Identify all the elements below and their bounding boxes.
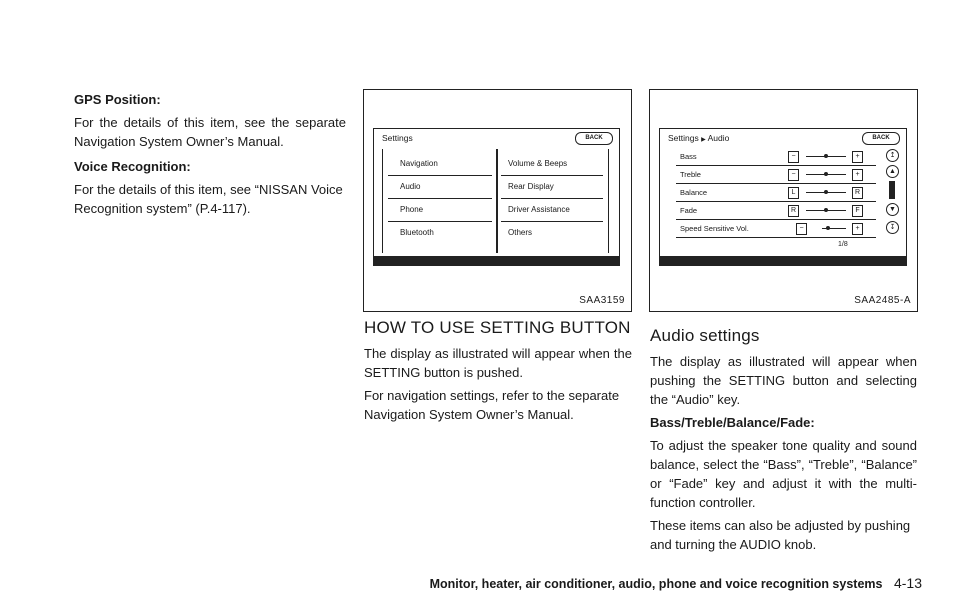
row-divider	[501, 198, 603, 199]
left-panel-frame	[382, 149, 383, 253]
gps-text: For the details of this item, see the separate Navigation System Owner’s Manual.	[74, 115, 346, 149]
level-slider[interactable]	[806, 174, 846, 175]
decrease-button[interactable]: −	[788, 169, 799, 181]
voice-heading: Voice Recognition:	[74, 159, 191, 174]
page-footer	[430, 575, 922, 591]
increase-button[interactable]: +	[852, 151, 863, 163]
middle-column	[364, 318, 632, 428]
center-divider	[496, 149, 498, 253]
left-button[interactable]: L	[788, 187, 799, 199]
audio-row-fade[interactable]	[676, 203, 876, 220]
menu-item-volume-beeps[interactable]: Volume & Beeps	[508, 159, 568, 168]
level-slider[interactable]	[806, 210, 846, 211]
row-divider	[388, 175, 492, 176]
slider-marker[interactable]	[824, 190, 828, 194]
slider-marker[interactable]	[824, 208, 828, 212]
increase-button[interactable]: +	[852, 169, 863, 181]
row-divider	[388, 221, 492, 222]
audio-row-treble[interactable]	[676, 167, 876, 184]
row-label: Bass	[680, 152, 697, 161]
level-slider[interactable]	[822, 228, 846, 229]
audio-row-balance[interactable]	[676, 185, 876, 202]
row-label: Treble	[680, 170, 701, 179]
back-button[interactable]: BACK	[862, 132, 900, 145]
rear-button[interactable]: R	[788, 205, 799, 217]
menu-item-bluetooth[interactable]: Bluetooth	[400, 228, 434, 237]
row-divider	[501, 175, 603, 176]
row-label: Speed Sensitive Vol.	[680, 224, 749, 233]
decrease-button[interactable]: −	[796, 223, 807, 235]
page-number: 4-13	[893, 575, 922, 591]
right-button[interactable]: R	[852, 187, 863, 199]
audio-row-speed-sensitive-vol[interactable]	[676, 221, 876, 238]
audio-settings-text-3: These items can also be adjusted by pushing and turning the AUDIO knob.	[650, 518, 911, 552]
level-slider[interactable]	[806, 192, 846, 193]
screen-bottom-bar	[660, 256, 906, 265]
menu-item-navigation[interactable]: Navigation	[400, 159, 438, 168]
increase-button[interactable]: +	[852, 223, 863, 235]
front-button[interactable]: F	[852, 205, 863, 217]
breadcrumb-arrow-icon: ▶	[701, 137, 706, 143]
bass-treble-heading: Bass/Treble/Balance/Fade:	[650, 415, 815, 430]
screen-bottom-bar	[374, 256, 619, 265]
menu-item-audio[interactable]: Audio	[400, 182, 421, 191]
slider-marker[interactable]	[826, 226, 830, 230]
slider-marker[interactable]	[824, 154, 828, 158]
setting-button-text-2: For navigation settings, refer to the separate Navigation System Owner’s Manual.	[364, 388, 620, 422]
settings-screen	[373, 128, 620, 266]
menu-item-rear-display[interactable]: Rear Display	[508, 182, 554, 191]
audio-settings-text-1: The display as illustrated will appear when pushing the SETTING button and selecting the “Audio” key.	[650, 354, 917, 407]
setting-button-text-1: The display as illustrated will appear when the SETTING button is pushed.	[364, 346, 632, 380]
scroll-top-icon[interactable]: ↥	[886, 149, 899, 162]
footer-section-title: Monitor, heater, air conditioner, audio, phone and voice recognition systems	[429, 577, 883, 591]
level-slider[interactable]	[806, 156, 846, 157]
page-indicator: 1/8	[838, 241, 848, 248]
screen-title-audio: Audio	[707, 133, 730, 143]
voice-text: For the details of this item, see “NISSAN Voice Recognition system” (P.4-117).	[74, 182, 343, 216]
right-column	[650, 326, 917, 558]
audio-settings-screen	[659, 128, 907, 266]
menu-item-phone[interactable]: Phone	[400, 205, 424, 214]
left-column	[74, 90, 346, 222]
gps-heading: GPS Position:	[74, 92, 161, 107]
figure-audio-settings	[649, 89, 918, 312]
audio-row-bass[interactable]	[676, 149, 876, 166]
back-button[interactable]: BACK	[575, 132, 613, 145]
scrollbar-thumb[interactable]	[889, 181, 895, 199]
row-label: Fade	[680, 206, 698, 215]
figure-code: SAA2485-A	[854, 295, 911, 306]
screen-title: Settings	[382, 133, 413, 143]
section-title-setting-button: HOW TO USE SETTING BUTTON	[364, 318, 631, 337]
audio-settings-text-2: To adjust the speaker tone quality and sound balance, select the “Bass”, “Treble”, “Balance” or “Fade” key and adjust it with the multi-function controller.	[650, 438, 917, 510]
row-label: Balance	[680, 188, 708, 197]
scroll-down-icon[interactable]: ▼	[886, 203, 899, 216]
figure-settings-menu	[363, 89, 632, 312]
row-divider	[388, 198, 492, 199]
menu-item-others[interactable]: Others	[508, 228, 533, 237]
menu-item-driver-assistance[interactable]: Driver Assistance	[508, 205, 570, 214]
row-divider	[501, 221, 603, 222]
section-title-audio-settings: Audio settings	[650, 326, 760, 345]
right-panel-frame	[608, 149, 609, 253]
scroll-bottom-icon[interactable]: ↧	[886, 221, 899, 234]
screen-title-settings: Settings	[668, 133, 699, 143]
screen-title	[668, 133, 729, 143]
decrease-button[interactable]: −	[788, 151, 799, 163]
slider-marker[interactable]	[824, 172, 828, 176]
figure-code: SAA3159	[579, 295, 625, 306]
scroll-up-icon[interactable]: ▲	[886, 165, 899, 178]
